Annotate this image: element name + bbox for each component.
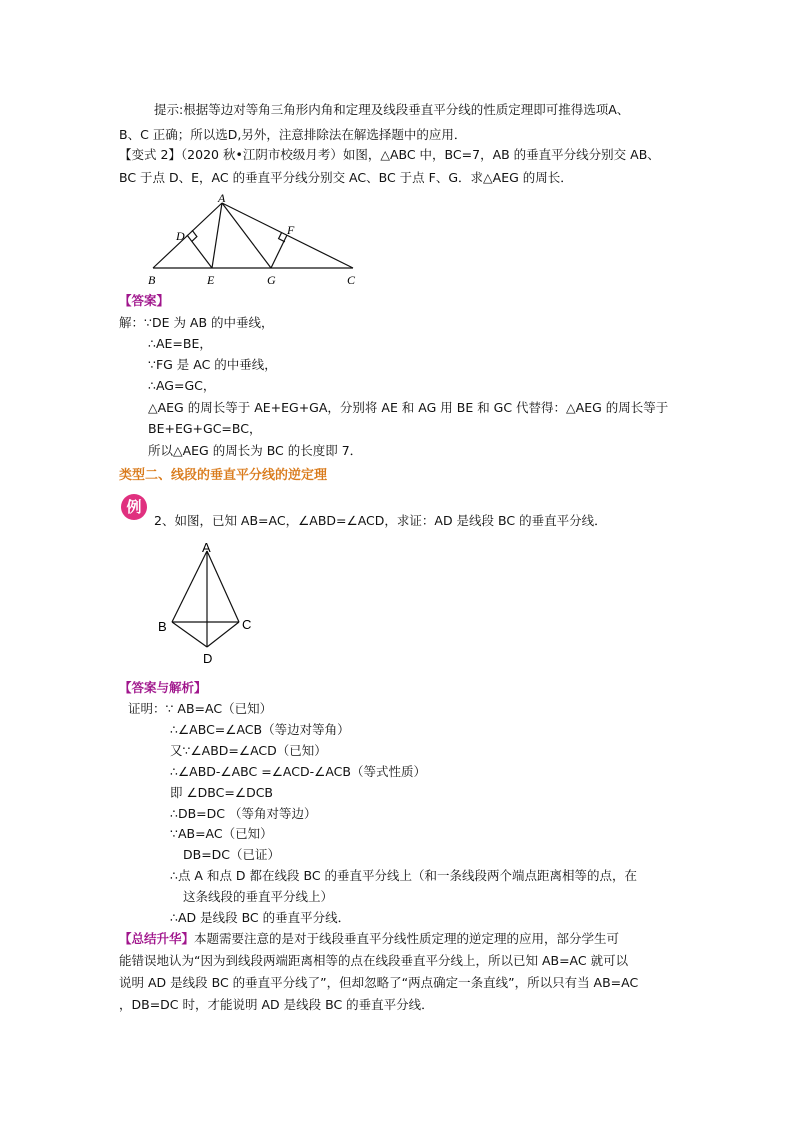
proof-line-9: ∴点 A 和点 D 都在线段 BC 的垂直平分线上（和一条线段两个端点距离相等的点，在 [170, 868, 638, 883]
example-badge: 例 [121, 494, 147, 520]
label-b: B [148, 273, 156, 287]
summary-heading: 【总结升华】 [119, 931, 195, 946]
proof-line-1: 证明：∵ AB=AC（已知） [128, 701, 273, 716]
label-b: B [158, 619, 167, 634]
summary-text-1: 本题需要注意的是对于线段垂直平分线性质定理的逆定理的应用，部分学生可 [194, 931, 620, 946]
summary-line-4: ，DB=DC 时，才能说明 AD 是线段 BC 的垂直平分线． [119, 997, 434, 1012]
answer-line-5: △AEG 的周长等于 AE+EG+GA，分别将 AE 和 AG 用 BE 和 GC 代替得：△AEG 的周长等于 [148, 400, 669, 415]
proof-line-6: ∴DB=DC （等角对等边） [170, 806, 317, 821]
answer-line-6: BE+EG+GC=BC， [148, 421, 262, 436]
answer-heading: 【答案】 [119, 293, 170, 308]
proof-line-11: ∴AD 是线段 BC 的垂直平分线． [170, 910, 351, 925]
label-d: D [176, 229, 185, 243]
label-a: A [218, 191, 226, 205]
summary-line-1 [119, 929, 619, 949]
proof-line-4: ∴∠ABD-∠ABC =∠ACD-∠ACB（等式性质） [170, 764, 426, 779]
answer-line-3: ∵FG 是 AC 的中垂线， [148, 357, 277, 372]
summary-line-3: 说明 AD 是线段 BC 的垂直平分线了”，但却忽略了“两点确定一条直线”，所以只有当 AB=AC [119, 975, 639, 990]
label-e: E [207, 273, 215, 287]
proof-line-8: DB=DC（已证） [183, 847, 281, 862]
answer-line-7: 所以△AEG 的周长为 BC 的长度即 7． [148, 443, 363, 458]
proof-line-5: 即 ∠DBC=∠DCB [170, 785, 273, 800]
answer-line-1: 解：∵DE 为 AB 的中垂线， [119, 315, 274, 330]
label-c: C [347, 273, 356, 287]
answer-analysis-heading: 【答案与解析】 [119, 680, 207, 695]
label-d: D [203, 651, 213, 666]
hint-line-1: 提示:根据等边对等角三角形内角和定理及线段垂直平分线的性质定理即可推得选项A、 [154, 102, 630, 117]
label-c: C [242, 617, 252, 632]
hint-line-2: B、C 正确；所以选D,另外，注意排除法在解选择题中的应用． [119, 127, 467, 142]
proof-line-3: 又∵∠ABD=∠ACD（已知） [170, 743, 327, 758]
label-f: F [287, 223, 295, 237]
figure-triangle-abc [140, 190, 370, 290]
section-title: 类型二、线段的垂直平分线的逆定理 [119, 468, 328, 483]
proof-line-2: ∴∠ABC=∠ACB（等边对等角） [170, 722, 350, 737]
label-a: A [202, 540, 211, 555]
proof-line-10: 这条线段的垂直平分线上） [183, 889, 334, 904]
answer-line-4: ∴AG=GC， [148, 378, 216, 393]
variant-line-2: BC 于点 D、E，AC 的垂直平分线分别交 AC、BC 于点 F、G．求△AEG 的周长． [119, 170, 573, 185]
summary-line-2: 能错误地认为“因为到线段两端距离相等的点在线段垂直平分线上，所以已知 AB=AC 就可以 [119, 953, 629, 968]
label-g: G [267, 273, 276, 287]
answer-line-2: ∴AE=BE， [148, 336, 212, 351]
variant-line-1: 【变式 2】（2020 秋•江阴市校级月考）如图，△ABC 中，BC=7，AB 的垂直平分线分别交 AB、 [119, 147, 660, 162]
figure-kite-abdc [150, 536, 270, 668]
proof-line-7: ∵AB=AC（已知） [170, 826, 273, 841]
example-text: 2、如图，已知 AB=AC，∠ABD=∠ACD，求证：AD 是线段 BC 的垂直平分线． [154, 513, 607, 528]
